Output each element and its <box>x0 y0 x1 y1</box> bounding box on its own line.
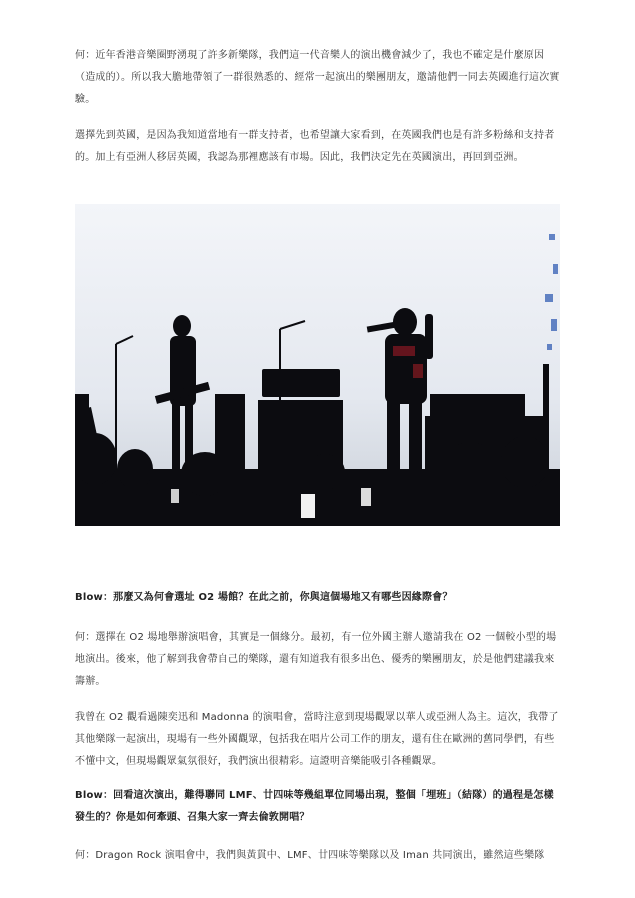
paragraph-answer-1: 何：近年香港音樂圈野湧現了許多新樂隊，我們這一代音樂人的演出機會減少了，我也不確定是什麼原因（造成的）。所以我大膽地帶領了一群很熟悉的、經常一起演出的樂團朋友，邀請他們一同去英國進行這次實驗。 <box>75 50 560 105</box>
paragraph-answer-2: 選擇先到英國，是因為我知道當地有一群支持者，也希望讓大家看到，在英國我們也是有許多粉絲和支持者的。加上有亞洲人移居英國，我認為那裡應該有市場。因此，我們決定先在英國演出，再回到亞洲。 <box>75 130 555 163</box>
concert-photo <box>75 204 560 526</box>
paragraph-answer-3: 何：選擇在 O2 場地舉辦演唱會，其實是一個緣分。最初，有一位外國主辦人邀請我在 O2 一個較小型的場地演出。後來，他了解到我會帶自己的樂隊，還有知道我有很多出色、優秀的樂團朋友，於是他們建議我來籌辦。 <box>75 632 557 687</box>
interview-question-2: Blow：回看這次演出，難得聯同 LMF、廿四味等幾組單位同場出現，整個「埋班」（結隊）的過程是怎樣發生的？你是如何牽頭、召集大家一齊去倫敦開唱？ <box>75 790 554 823</box>
interview-question-1: Blow：那麼又為何會選址 O2 場館？在此之前，你與這個場地又有哪些因緣際會？ <box>75 592 453 603</box>
concert-stage-illustration <box>75 204 560 526</box>
paragraph-answer-4: 我曾在 O2 觀看過陳奕迅和 Madonna 的演唱會，當時注意到現場觀眾以華人或亞洲人為主。這次，我帶了其他樂隊一起演出，現場有一些外國觀眾，包括我在唱片公司工作的朋友，還有住在歐洲的舊同學們，有些不懂中文，但現場觀眾氣氛很好，我們演出很精彩。這證明音樂能吸引各種觀眾。 <box>75 712 559 767</box>
paragraph-answer-5: 何：Dragon Rock 演唱會中，我們與黃貫中、LMF、廿四味等樂隊以及 Iman 共同演出，雖然這些樂隊 <box>75 850 545 861</box>
